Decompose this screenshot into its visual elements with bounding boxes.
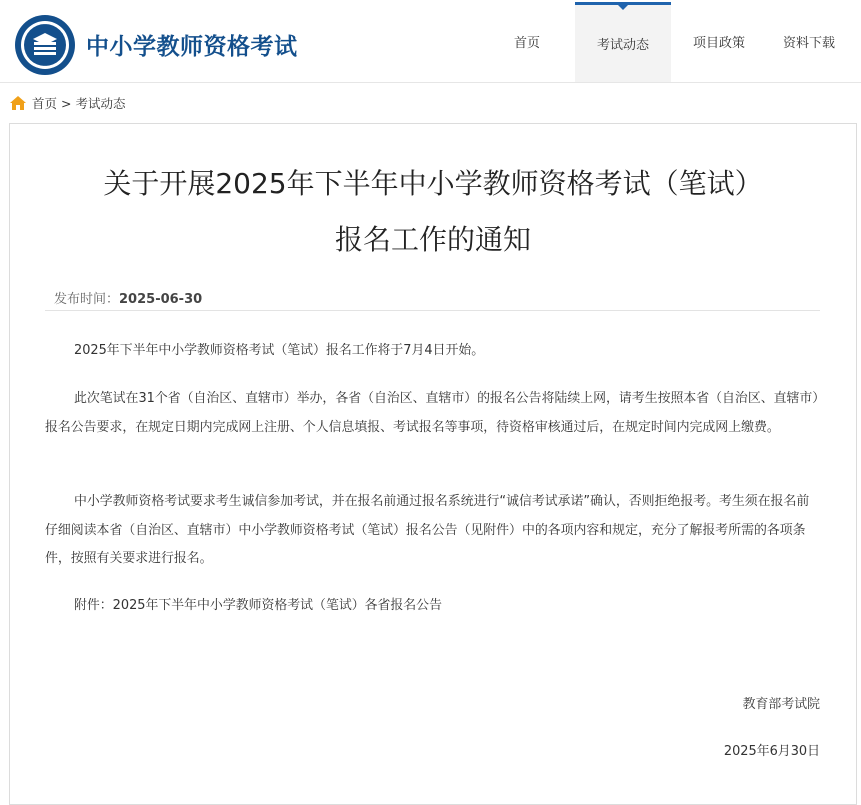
- paragraph-text: 中小学教师资格考试要求考生诚信参加考试，并在报名前通过报名系统进行“诚信考试承诺”确认，否则拒绝报考。考生须在报名前仔细阅读本省（自治区、直辖市）中小学教师资格考试（笔试）报名公告（见附件）中的各项内容和规定，充分了解报考所需的各项条件，按照有关要求进行报名。: [45, 494, 810, 566]
- signature-org: 教育部考试院: [742, 697, 820, 712]
- signature-date: 2025年6月30日: [723, 744, 820, 759]
- nav-policies[interactable]: 项目政策: [692, 36, 745, 51]
- article-title-line2: 报名工作的通知: [334, 223, 531, 256]
- publish-info: [54, 288, 202, 307]
- divider: [45, 310, 820, 311]
- attachment-link[interactable]: 附件：2025年下半年中小学教师资格考试（笔试）各省报名公告: [74, 598, 442, 613]
- publish-date: 2025-06-30: [119, 292, 203, 307]
- breadcrumb: [10, 94, 126, 112]
- paragraph-text: 2025年下半年中小学教师资格考试（笔试）报名工作将于7月4日开始。: [74, 343, 485, 358]
- article-title-line1: 关于开展2025年下半年中小学教师资格考试（笔试）: [103, 167, 763, 200]
- paragraph-3: [45, 488, 821, 574]
- site-title[interactable]: 中小学教师资格考试: [86, 34, 298, 60]
- attachment-paragraph: [45, 592, 821, 621]
- nav-downloads[interactable]: 资料下载: [783, 36, 836, 51]
- active-caret-icon: [618, 5, 628, 10]
- nav-exam-news[interactable]: [575, 2, 671, 82]
- paragraph-1: [45, 337, 821, 366]
- article-panel: [9, 123, 857, 805]
- book-emblem-icon[interactable]: [14, 14, 76, 76]
- breadcrumb-separator: >: [61, 95, 72, 111]
- main-nav: [479, 2, 861, 82]
- nav-home[interactable]: 首页: [513, 36, 540, 51]
- paragraph-2: [45, 385, 821, 442]
- site-header: [0, 0, 861, 83]
- nav-exam-news-label: 考试动态: [596, 38, 649, 53]
- home-icon: [10, 96, 26, 110]
- paragraph-text: 此次笔试在31个省（自治区、直辖市）举办，各省（自治区、直辖市）的报名公告将陆续上网，请考生按照本省（自治区、直辖市）报名公告要求，在规定日期内完成网上注册、个人信息填报、考试报名等事项，待资格审核通过后，在规定时间内完成网上缴费。: [45, 391, 819, 435]
- publish-label: 发布时间：: [54, 292, 120, 307]
- breadcrumb-home[interactable]: 首页: [32, 96, 58, 111]
- breadcrumb-current[interactable]: 考试动态: [75, 96, 126, 111]
